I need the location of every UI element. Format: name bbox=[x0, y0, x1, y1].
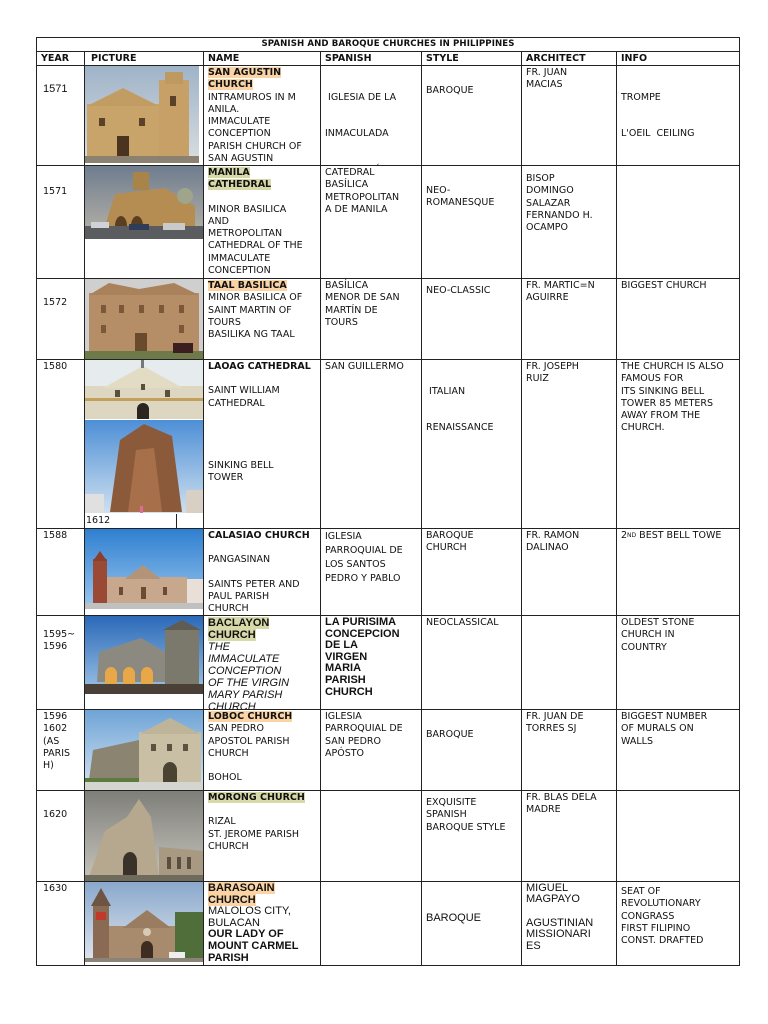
name-line: CHURCH bbox=[208, 747, 249, 759]
name-line: SAINTS PETER AND bbox=[208, 578, 300, 590]
year-line: (AS bbox=[43, 735, 60, 747]
name-line: MOUNT CARMEL bbox=[208, 939, 299, 952]
spanish-line: IGLESIA bbox=[325, 531, 362, 542]
church-name: MORONG CHURCH bbox=[208, 792, 305, 803]
style-line: BAROQUE STYLE bbox=[426, 821, 506, 833]
info-line: SEAT OF bbox=[621, 886, 661, 897]
church-name: BARASOAIN bbox=[208, 882, 275, 894]
morong-church-photo bbox=[85, 791, 204, 881]
name-cell bbox=[204, 279, 321, 359]
taal-basilica-photo bbox=[85, 279, 204, 359]
name-cell bbox=[204, 616, 321, 709]
table-row bbox=[37, 616, 739, 710]
info-line: CONGRASS bbox=[621, 910, 675, 922]
name-line: SAINT WILLIAM bbox=[208, 385, 280, 397]
col-architect: ARCHITECT bbox=[522, 52, 617, 65]
architect-line: FR. JUAN DE bbox=[526, 711, 584, 722]
col-picture: PICTURE bbox=[85, 52, 204, 65]
name-line: PAUL PARISH bbox=[208, 590, 270, 602]
style-cell bbox=[422, 882, 522, 965]
col-spanish: SPANISH bbox=[321, 52, 422, 65]
year: 1571 bbox=[37, 66, 85, 165]
spanish-line: PARISH bbox=[325, 673, 366, 686]
info-line: THE CHURCH IS ALSO bbox=[621, 361, 724, 372]
table-row bbox=[37, 279, 739, 360]
info-cell bbox=[617, 166, 739, 278]
picture-cell bbox=[85, 882, 204, 965]
architect-line: DALINAO bbox=[526, 542, 569, 554]
col-name: NAME bbox=[204, 52, 321, 65]
table-row bbox=[37, 882, 739, 965]
picture-cell bbox=[85, 166, 204, 278]
spanish-cell bbox=[321, 360, 422, 528]
style-cell bbox=[422, 66, 522, 165]
style-cell bbox=[422, 791, 522, 881]
style-line: NEOCLASSICAL bbox=[426, 617, 499, 628]
picture-cell bbox=[85, 360, 204, 528]
architect-line: OCAMPO bbox=[526, 222, 569, 234]
year: 1630 bbox=[37, 882, 85, 965]
style-line: EXQUISITE bbox=[426, 797, 477, 808]
info-line: TROMPE bbox=[621, 91, 661, 103]
spanish-line: APÓSTO bbox=[325, 747, 365, 759]
name-line: OF THE VIRGIN bbox=[208, 677, 290, 689]
info-text: BEST BELL TOWE bbox=[636, 530, 722, 541]
church-name: CHURCH bbox=[208, 629, 256, 641]
col-year: YEAR bbox=[37, 52, 85, 65]
name-line: TOWER bbox=[208, 472, 244, 484]
baclayon-church-photo bbox=[85, 616, 204, 694]
info-cell bbox=[617, 360, 739, 528]
style-cell bbox=[422, 279, 522, 359]
name-line: BOHOL bbox=[208, 772, 242, 784]
spanish-line: PARROQUIAL DE bbox=[325, 723, 403, 735]
architect-line: ES bbox=[526, 939, 541, 952]
year: 1572 bbox=[37, 279, 85, 359]
col-style: STYLE bbox=[422, 52, 522, 65]
architect-line: MISSIONARI bbox=[526, 928, 591, 941]
info-text: 2 bbox=[621, 530, 628, 541]
style-line: BAROQUE bbox=[426, 85, 474, 96]
info-line: L'OEIL CEILING bbox=[621, 128, 695, 140]
style-line: BAROQUE bbox=[426, 912, 482, 924]
table-row bbox=[37, 529, 739, 616]
architect-cell bbox=[522, 529, 617, 615]
spanish-line: VIRGEN bbox=[325, 650, 368, 663]
name-line: INTRAMUROS IN M bbox=[208, 91, 296, 103]
info-line: AWAY FROM THE bbox=[621, 410, 701, 422]
style-cell bbox=[422, 616, 522, 709]
architect-line: SALAZAR bbox=[526, 197, 571, 209]
info-line: CHURCH. bbox=[621, 422, 665, 434]
name-line: CATHEDRAL bbox=[208, 397, 265, 409]
table-row bbox=[37, 166, 739, 279]
year-line: 1602 bbox=[43, 723, 68, 735]
architect-line: FR. MARTIC=N bbox=[526, 280, 595, 291]
style-line: NEO-CLASSIC bbox=[426, 285, 491, 296]
year-line: 1596 bbox=[43, 641, 68, 653]
architect-cell bbox=[522, 710, 617, 790]
spanish-line: SAN GUILLERMO bbox=[325, 361, 404, 372]
spanish-line: BASÍLICA bbox=[325, 280, 369, 291]
style-line: NEO- bbox=[426, 185, 451, 196]
name-line: IMMACULATE bbox=[208, 116, 271, 128]
spanish-cell bbox=[321, 279, 422, 359]
name-line: CHURCH bbox=[208, 840, 249, 852]
architect-cell bbox=[522, 616, 617, 709]
spanish-line: LA PURISIMA bbox=[325, 616, 397, 628]
table-row bbox=[37, 66, 739, 166]
name-line: MARY PARISH bbox=[208, 689, 283, 701]
name-line: MINOR BASILICA bbox=[208, 203, 287, 215]
spanish-line: PARROQUIAL DE bbox=[325, 545, 403, 556]
name-line: OUR LADY OF bbox=[208, 928, 284, 941]
name-cell bbox=[204, 529, 321, 615]
name-line: CHURCH bbox=[208, 701, 256, 709]
calasiao-church-photo bbox=[85, 529, 204, 609]
spanish-cell bbox=[321, 882, 422, 965]
picture-cell bbox=[85, 66, 204, 165]
architect-line: MADRE bbox=[526, 804, 561, 816]
name-line: SAINT MARTIN OF bbox=[208, 304, 292, 316]
info-line: TOWER 85 METERS bbox=[621, 397, 714, 409]
architect-line: AGUSTINIAN bbox=[526, 916, 594, 929]
architect-line: AGUIRRE bbox=[526, 292, 569, 304]
spanish-line: BASÍLICA bbox=[325, 179, 369, 191]
spanish-line: MARTÍN DE bbox=[325, 304, 378, 316]
laoag-cathedral-photo bbox=[85, 360, 204, 419]
info-cell bbox=[617, 710, 739, 790]
info-line: CHURCH IN bbox=[621, 629, 675, 641]
architect-line: FR. RAMON bbox=[526, 530, 580, 541]
info-line: OF MURALS ON bbox=[621, 723, 694, 735]
name-line: CONCEPTION bbox=[208, 128, 271, 140]
spanish-cell bbox=[321, 66, 422, 165]
name-line: TOURS bbox=[208, 316, 241, 328]
name-line: PANGASINAN bbox=[208, 554, 271, 566]
architect-line: MIGUEL bbox=[526, 882, 569, 894]
picture-cell bbox=[85, 529, 204, 615]
picture-cell bbox=[85, 710, 204, 790]
name-line: CONCEPTION bbox=[208, 665, 282, 677]
church-name: TAAL BASILICA bbox=[208, 280, 287, 291]
style-cell bbox=[422, 710, 522, 790]
spanish-line: MENOR DE SAN bbox=[325, 292, 400, 304]
col-info: INFO bbox=[621, 53, 648, 64]
table-title: SPANISH AND BAROQUE CHURCHES IN PHILIPPINES bbox=[37, 38, 739, 52]
info-line: BIGGEST NUMBER bbox=[621, 711, 708, 722]
year-line: 1595~ bbox=[43, 629, 76, 640]
style-cell bbox=[422, 360, 522, 528]
year: 1620 bbox=[37, 791, 85, 881]
name-line: SINKING BELL bbox=[208, 459, 274, 471]
picture-cell bbox=[85, 616, 204, 709]
church-name: CHURCH bbox=[208, 893, 256, 906]
name-line: SAN PEDRO bbox=[208, 723, 264, 735]
church-name: LAOAG CATHEDRAL bbox=[208, 361, 311, 372]
info-cell bbox=[617, 882, 739, 965]
church-name: BACLAYON bbox=[208, 617, 270, 629]
manila-cathedral-photo bbox=[85, 166, 204, 239]
spanish-line: INMACULADA bbox=[325, 128, 389, 140]
spanish-line: METROPOLITAN bbox=[325, 191, 400, 203]
spanish-line: IGLESIA bbox=[325, 711, 362, 722]
architect-line: RUIZ bbox=[526, 373, 549, 385]
style-line: BAROQUE bbox=[426, 530, 474, 541]
architect-line: MAGPAYO bbox=[526, 893, 580, 906]
architect-cell bbox=[522, 279, 617, 359]
info-cell bbox=[617, 616, 739, 709]
info-line: CONST. DRAFTED bbox=[621, 935, 704, 947]
info-line: FIRST FILIPINO bbox=[621, 922, 691, 934]
info-line: BIGGEST CHURCH bbox=[621, 280, 707, 291]
name-cell bbox=[204, 791, 321, 881]
church-name: CATHEDRAL bbox=[208, 179, 272, 191]
spanish-line: A DE MANILA bbox=[325, 203, 388, 215]
picture-cell bbox=[85, 791, 204, 881]
name-line: RIZAL bbox=[208, 816, 236, 828]
year: 1588 bbox=[37, 529, 85, 615]
spanish-cell bbox=[321, 529, 422, 615]
info-line: ITS SINKING BELL bbox=[621, 385, 705, 397]
architect-line: MACIAS bbox=[526, 79, 563, 91]
spanish-cell bbox=[321, 710, 422, 790]
name-line: IMMACULATE bbox=[208, 252, 271, 264]
name-line: PARISH bbox=[208, 951, 249, 964]
barasoain-church-photo bbox=[85, 882, 204, 962]
year-line: H) bbox=[43, 760, 54, 772]
sinking-bell-tower-photo bbox=[85, 420, 204, 513]
name-line: BULACAN bbox=[208, 916, 260, 929]
church-name: CHURCH bbox=[208, 79, 253, 91]
spanish-line: CHURCH bbox=[325, 685, 373, 698]
architect-line: FERNANDO H. bbox=[526, 209, 593, 221]
san-agustin-church-photo bbox=[85, 66, 199, 163]
year: 1571 bbox=[37, 166, 85, 278]
architect-cell bbox=[522, 166, 617, 278]
spanish-cell bbox=[321, 166, 422, 278]
table-row bbox=[37, 791, 739, 882]
name-line: PARISH CHURCH OF bbox=[208, 140, 302, 152]
name-cell bbox=[204, 166, 321, 278]
year: 1580 bbox=[37, 360, 85, 528]
name-cell bbox=[204, 66, 321, 165]
architect-line: BISOP bbox=[526, 173, 555, 184]
style-line: BAROQUE bbox=[426, 729, 474, 740]
spanish-line: PEDRO Y PABLO bbox=[325, 573, 401, 584]
name-line: THE bbox=[208, 641, 230, 653]
spanish-line: CATEDRAL bbox=[325, 167, 375, 178]
year bbox=[37, 616, 85, 709]
architect-cell bbox=[522, 360, 617, 528]
style-line: SPANISH bbox=[426, 809, 467, 821]
style-cell bbox=[422, 166, 522, 278]
table-row bbox=[37, 710, 739, 791]
name-cell bbox=[204, 882, 321, 965]
name-line: CATHEDRAL OF THE bbox=[208, 240, 303, 252]
bell-tower-year: 1612 bbox=[85, 514, 177, 528]
year bbox=[37, 710, 85, 790]
info-line: REVOLUTIONARY bbox=[621, 898, 701, 910]
church-name: LOBOC CHURCH bbox=[208, 711, 293, 722]
spanish-line: MARIA bbox=[325, 662, 362, 675]
name-line: SAN AGUSTIN bbox=[208, 153, 274, 165]
name-line: AND bbox=[208, 215, 229, 227]
style-line: ITALIAN bbox=[426, 385, 466, 397]
architect-line: TORRES SJ bbox=[526, 723, 577, 735]
name-line: MALOLOS CITY, bbox=[208, 905, 291, 918]
name-line: IMMACULATE bbox=[208, 653, 280, 665]
architect-cell bbox=[522, 791, 617, 881]
picture-cell bbox=[85, 279, 204, 359]
info-line: FAMOUS FOR bbox=[621, 373, 684, 385]
style-cell bbox=[422, 529, 522, 615]
architect-cell bbox=[522, 882, 617, 965]
spanish-line: LOS SANTOS bbox=[325, 559, 386, 570]
name-cell bbox=[204, 710, 321, 790]
info-cell bbox=[617, 791, 739, 881]
table-row bbox=[37, 360, 739, 529]
name-cell bbox=[204, 360, 321, 528]
name-line: CHURCH bbox=[208, 603, 249, 615]
name-line: CONCEPTION bbox=[208, 265, 271, 277]
info-cell bbox=[617, 279, 739, 359]
style-line: RENAISSANCE bbox=[426, 422, 494, 434]
name-line: MINOR BASILICA OF bbox=[208, 292, 303, 304]
info-line: COUNTRY bbox=[621, 641, 667, 653]
name-line: ST. JEROME PARISH bbox=[208, 828, 300, 840]
spanish-cell bbox=[321, 616, 422, 709]
style-line: CHURCH bbox=[426, 542, 467, 554]
spanish-line: IGLESIA DE LA bbox=[325, 91, 397, 103]
architect-line: DOMINGO bbox=[526, 185, 574, 197]
info-cell bbox=[617, 66, 739, 165]
style-line: ROMANESQUE bbox=[426, 197, 495, 209]
architect-line: FR. BLAS DELA bbox=[526, 792, 597, 803]
architect-line: FR. JUAN bbox=[526, 67, 568, 78]
church-name: SAN AGUSTIN bbox=[208, 67, 282, 78]
info-cell bbox=[617, 529, 739, 615]
name-line: BASILIKA NG TAAL bbox=[208, 329, 295, 341]
spanish-line: TOURS bbox=[325, 316, 358, 328]
year-line: 1596 bbox=[43, 711, 68, 722]
name-line: APOSTOL PARISH bbox=[208, 735, 290, 747]
architect-cell bbox=[522, 66, 617, 165]
info-line: WALLS bbox=[621, 735, 653, 747]
info-line: OLDEST STONE bbox=[621, 617, 695, 628]
spanish-line: CONCEPCION bbox=[325, 627, 400, 640]
spanish-cell bbox=[321, 791, 422, 881]
spanish-line: DE LA bbox=[325, 639, 358, 652]
header-row bbox=[37, 52, 739, 66]
loboc-church-photo bbox=[85, 710, 204, 790]
name-line: ANILA. bbox=[208, 103, 240, 115]
churches-table bbox=[36, 37, 740, 966]
spanish-line: SAN PEDRO bbox=[325, 735, 381, 747]
ordinal-suffix: ND bbox=[627, 532, 637, 539]
church-name: MANILA bbox=[208, 167, 250, 178]
year-line: PARIS bbox=[43, 747, 71, 759]
architect-line: FR. JOSEPH bbox=[526, 361, 579, 372]
church-name: CALASIAO CHURCH bbox=[208, 530, 310, 541]
name-line: METROPOLITAN bbox=[208, 228, 283, 240]
